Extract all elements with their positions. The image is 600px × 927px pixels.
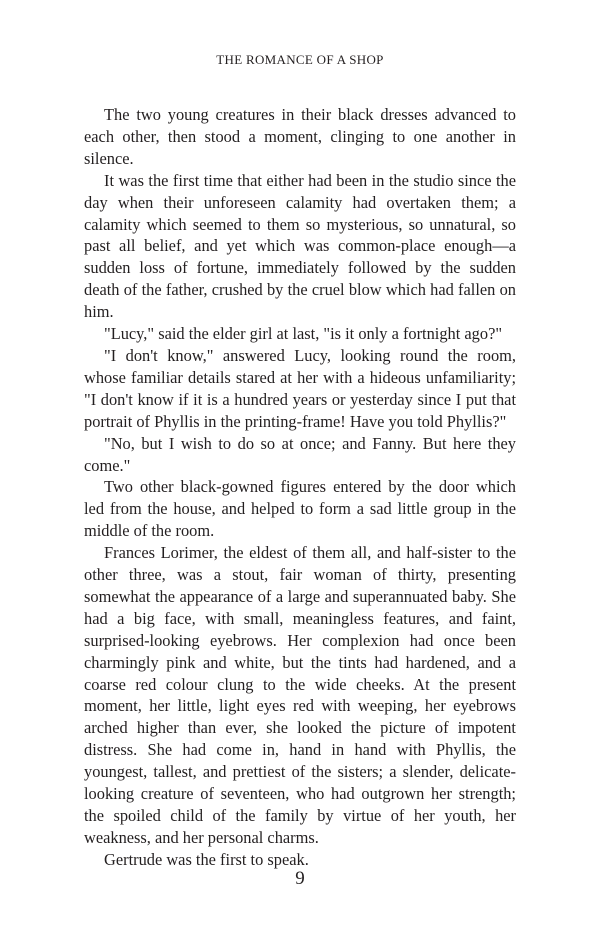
- paragraph: "No, but I wish to do so at once; and Fanny. But here they come.": [84, 433, 516, 475]
- paragraph: Frances Lorimer, the eldest of them all, and half-sister to the other three, was a stout, fair woman of thirty, presenting somewhat the appearance of a large and superannuated baby. She had a big face, with small, meaningless features, and faint, surprised-looking eyebrows. Her complexion had once been charmingly pink and white, but the tints had hardened, and a coarse red colour clung to the wide cheeks. At the present moment, her little, light eyes red with weeping, her eyebrows arched higher than ever, she looked the picture of impotent distress. She had come in, hand in hand with Phyllis, the youngest, tallest, and prettiest of the sisters; a slender, delicate-looking creature of seventeen, who had outgrown her strength; the spoiled child of the family by virtue of her youth, her weakness, and her personal charms.: [84, 543, 516, 847]
- running-head: THE ROMANCE OF A SHOP: [216, 52, 384, 67]
- paragraph: It was the first time that either had been in the studio since the day when their unforeseen calamity had overtaken them; a calamity which seemed to them so mysterious, so unnatural, so past all belief, and yet which was common-place enough—a sudden loss of fortune, immediately followed by the sudden death of the father, crushed by the cruel blow which had fallen on him.: [84, 170, 516, 322]
- paragraph: "I don't know," answered Lucy, looking round the room, whose familiar details stared at her with a hideous unfamiliarity; "I don't know if it is a hundred years or yesterday since I put that portrait of Phyllis in the printing-frame! Have you told Phyllis?": [84, 345, 516, 431]
- paragraph: The two young creatures in their black dresses advanced to each other, then stood a moment, clinging to one another in silence.: [84, 105, 516, 168]
- page-number: 9: [295, 868, 305, 889]
- paragraph: Two other black-gowned figures entered by the door which led from the house, and helped to form a sad little group in the middle of the room.: [84, 477, 516, 541]
- body-text: [84, 104, 516, 871]
- paragraph: Gertrude was the first to speak.: [104, 849, 309, 869]
- paragraph: "Lucy," said the elder girl at last, "is it only a fortnight ago?": [104, 324, 503, 344]
